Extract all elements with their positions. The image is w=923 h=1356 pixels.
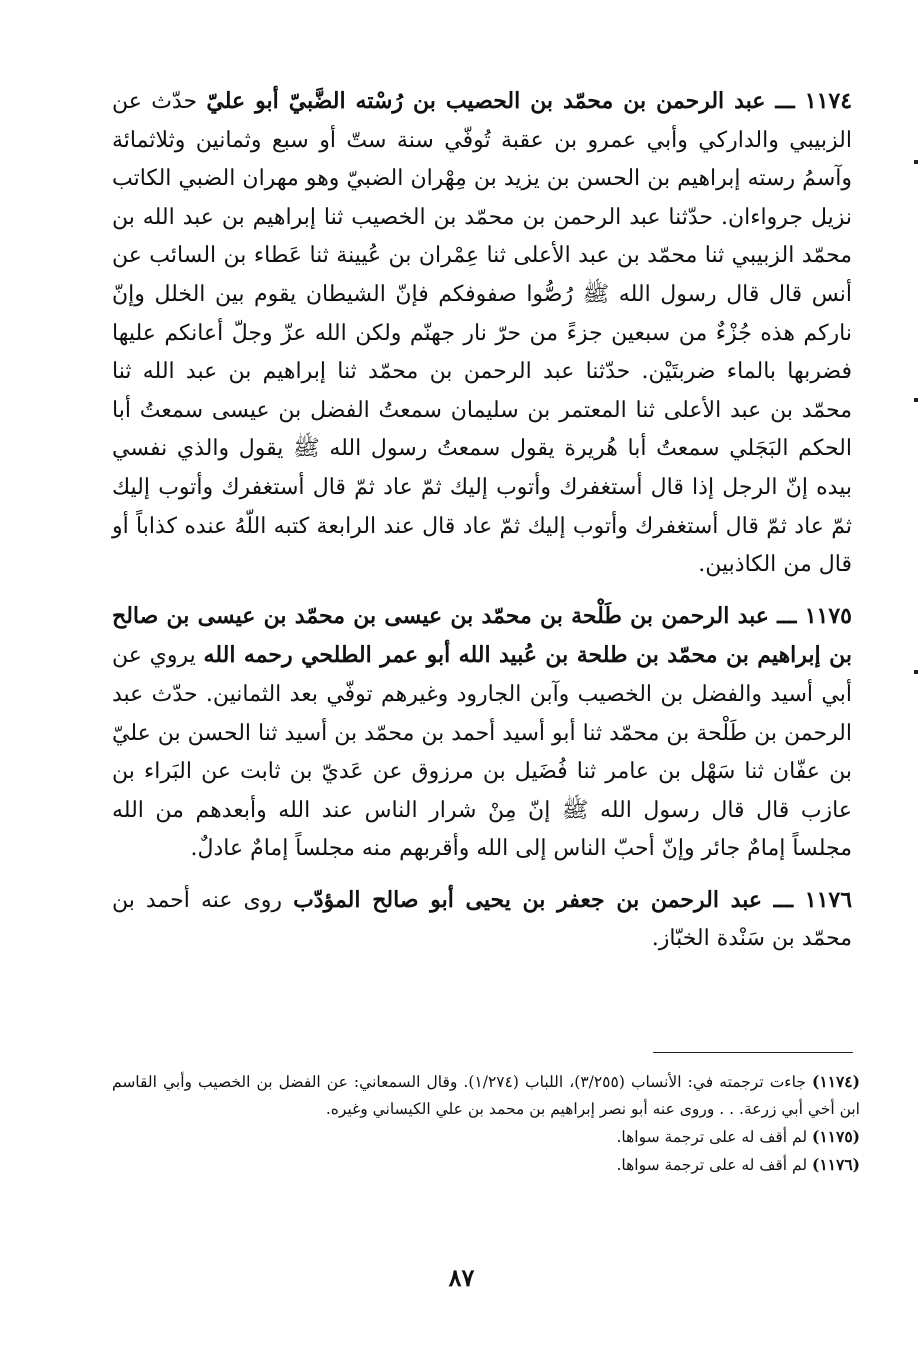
entry-text: يروي عن أبي أسيد والفضل بن الخصيب وآبن الجارود وغيرهم توفّي بعد الثمانين. حدّث عبد الرحمن بن طَلْحة بن محمّد ثنا أبو أسيد أحمد بن محمّد بن أسيد ثنا الحسن بن عليّ بن عفّان ثنا سَهْل بن عامر ثنا فُضَيل بن مرزوق عن عَديّ بن ثابت عن البَراء بن عازب قال قال رسول الله ﷺ إنّ مِنْ شرار الناس عند الله وأبعدهم من الله مجلساً إمامٌ جائر وإنّ أحبّ الناس إلى الله وأقربهم منه مجلساً إمامٌ عادلٌ. bbox=[112, 643, 852, 862]
entry-1176 bbox=[112, 881, 852, 959]
entry-heading: ١١٧٤ ـــ عبد الرحمن بن محمّد بن الحصيب بن رُسْته الضَّبيّ أبو عليّ bbox=[206, 88, 853, 114]
footnote-text: لم أقف له على ترجمة سواها. bbox=[616, 1156, 808, 1174]
entry-number: ١١٧٤ bbox=[804, 88, 853, 114]
entry-name: عبد الرحمن بن محمّد بن الحصيب بن رُسْته الضَّبيّ أبو عليّ bbox=[206, 88, 766, 114]
footnote-separator bbox=[653, 1052, 853, 1053]
footnote bbox=[112, 1123, 860, 1151]
margin-mark bbox=[914, 670, 918, 674]
entry-number: ١١٧٦ bbox=[804, 886, 853, 913]
margin-mark bbox=[914, 160, 918, 164]
margin-mark bbox=[914, 398, 918, 402]
entry-number: ١١٧٥ bbox=[804, 602, 852, 629]
footnote-ref: (١١٧٦) bbox=[812, 1155, 860, 1174]
entry-heading: ١١٧٦ ـــ عبد الرحمن بن جعفر بن يحيى أبو صالح المؤدّب bbox=[293, 886, 853, 913]
footnote bbox=[112, 1151, 860, 1179]
main-text bbox=[112, 82, 852, 971]
entry-name: عبد الرحمن بن طَلْحة بن محمّد بن عيسى بن محمّد بن عيسى بن صالح بن إبراهيم بن محمّد بن طلحة بن عُبيد الله أبو عمر الطلحي رحمه الله bbox=[112, 602, 852, 669]
entry-1175 bbox=[112, 597, 852, 869]
entry-1174 bbox=[112, 82, 852, 585]
entry-text: حدّث عن الزبيبي والداركي وأبي عمرو بن عقبة تُوفّي سنة ستّ أو سبع وثمانين وثلاثمائة وآسمُ رسته إبراهيم بن الحسن بن يزيد بن مِهْران الضبيّ وهو مهران الضبي الكاتب نزيل جرواءان. حدّثنا عبد الرحمن بن محمّد بن الخصيب ثنا إبراهيم بن عبد الله بن محمّد الزبيبي ثنا محمّد بن عبد الأعلى ثنا عِمْران بن عُيينة ثنا عَطاء بن السائب عن أنس قال قال رسول الله ﷺ رُصُّوا صفوفكم فإنّ الشيطان يقوم بين الخلل وإنّ ناركم هذه جُزْءٌ من سبعين جزءً من حرّ نار جهنّم ولكن الله عزّ وجلّ أعانكم عليها فضربها بالماء ضربتَيْن. حدّثنا عبد الرحمن بن محمّد ثنا إبراهيم بن عبد الله ثنا محمّد بن عبد الأعلى ثنا المعتمر بن سليمان سمعتُ الفضل بن عيسى سمعتُ أبا الحكم البَجَلي سمعتُ أبا هُريرة يقول سمعتُ رسول الله ﷺ يقول والذي نفسي بيده إنّ الرجل إذا قال أستغفرك وأتوب إليك ثمّ عاد ثمّ قال أستغفرك وأتوب إليك ثمّ عاد ثمّ قال أستغفرك وأتوب إليك ثمّ عاد قال عند الرابعة كتبه اللّهُ عنده كذاباً أو قال من الكاذبين. bbox=[112, 89, 852, 578]
footnote-ref: (١١٧٥) bbox=[812, 1127, 860, 1146]
entry-text: روى عنه أحمد بن محمّد بن سَنْدة الخبّاز. bbox=[112, 887, 852, 952]
entry-name: عبد الرحمن بن جعفر بن يحيى أبو صالح المؤدّب bbox=[293, 886, 762, 913]
footnote-ref: (١١٧٤) bbox=[811, 1072, 860, 1091]
footnote-text: جاءت ترجمته في: الأنساب (٣/٢٥٥)، اللباب (١/٢٧٤). وقال السمعاني: عن الفضل بن الخصيب وأبي القاسم ابن أخي أبي زرعة. . . وروى عنه أبو نصر إبراهيم بن محمد بن علي الكيساني وغيره. bbox=[112, 1073, 860, 1118]
footnote bbox=[112, 1068, 860, 1123]
entry-heading: ١١٧٥ ـــ عبد الرحمن بن طَلْحة بن محمّد بن عيسى بن محمّد بن عيسى بن صالح بن إبراهيم بن محمّد بن طلحة بن عُبيد الله أبو عمر الطلحي رحمه الله bbox=[112, 602, 852, 669]
page-number: ٨٧ bbox=[448, 1263, 475, 1292]
footnotes bbox=[112, 1068, 860, 1179]
footnote-text: لم أقف له على ترجمة سواها. bbox=[616, 1128, 808, 1146]
